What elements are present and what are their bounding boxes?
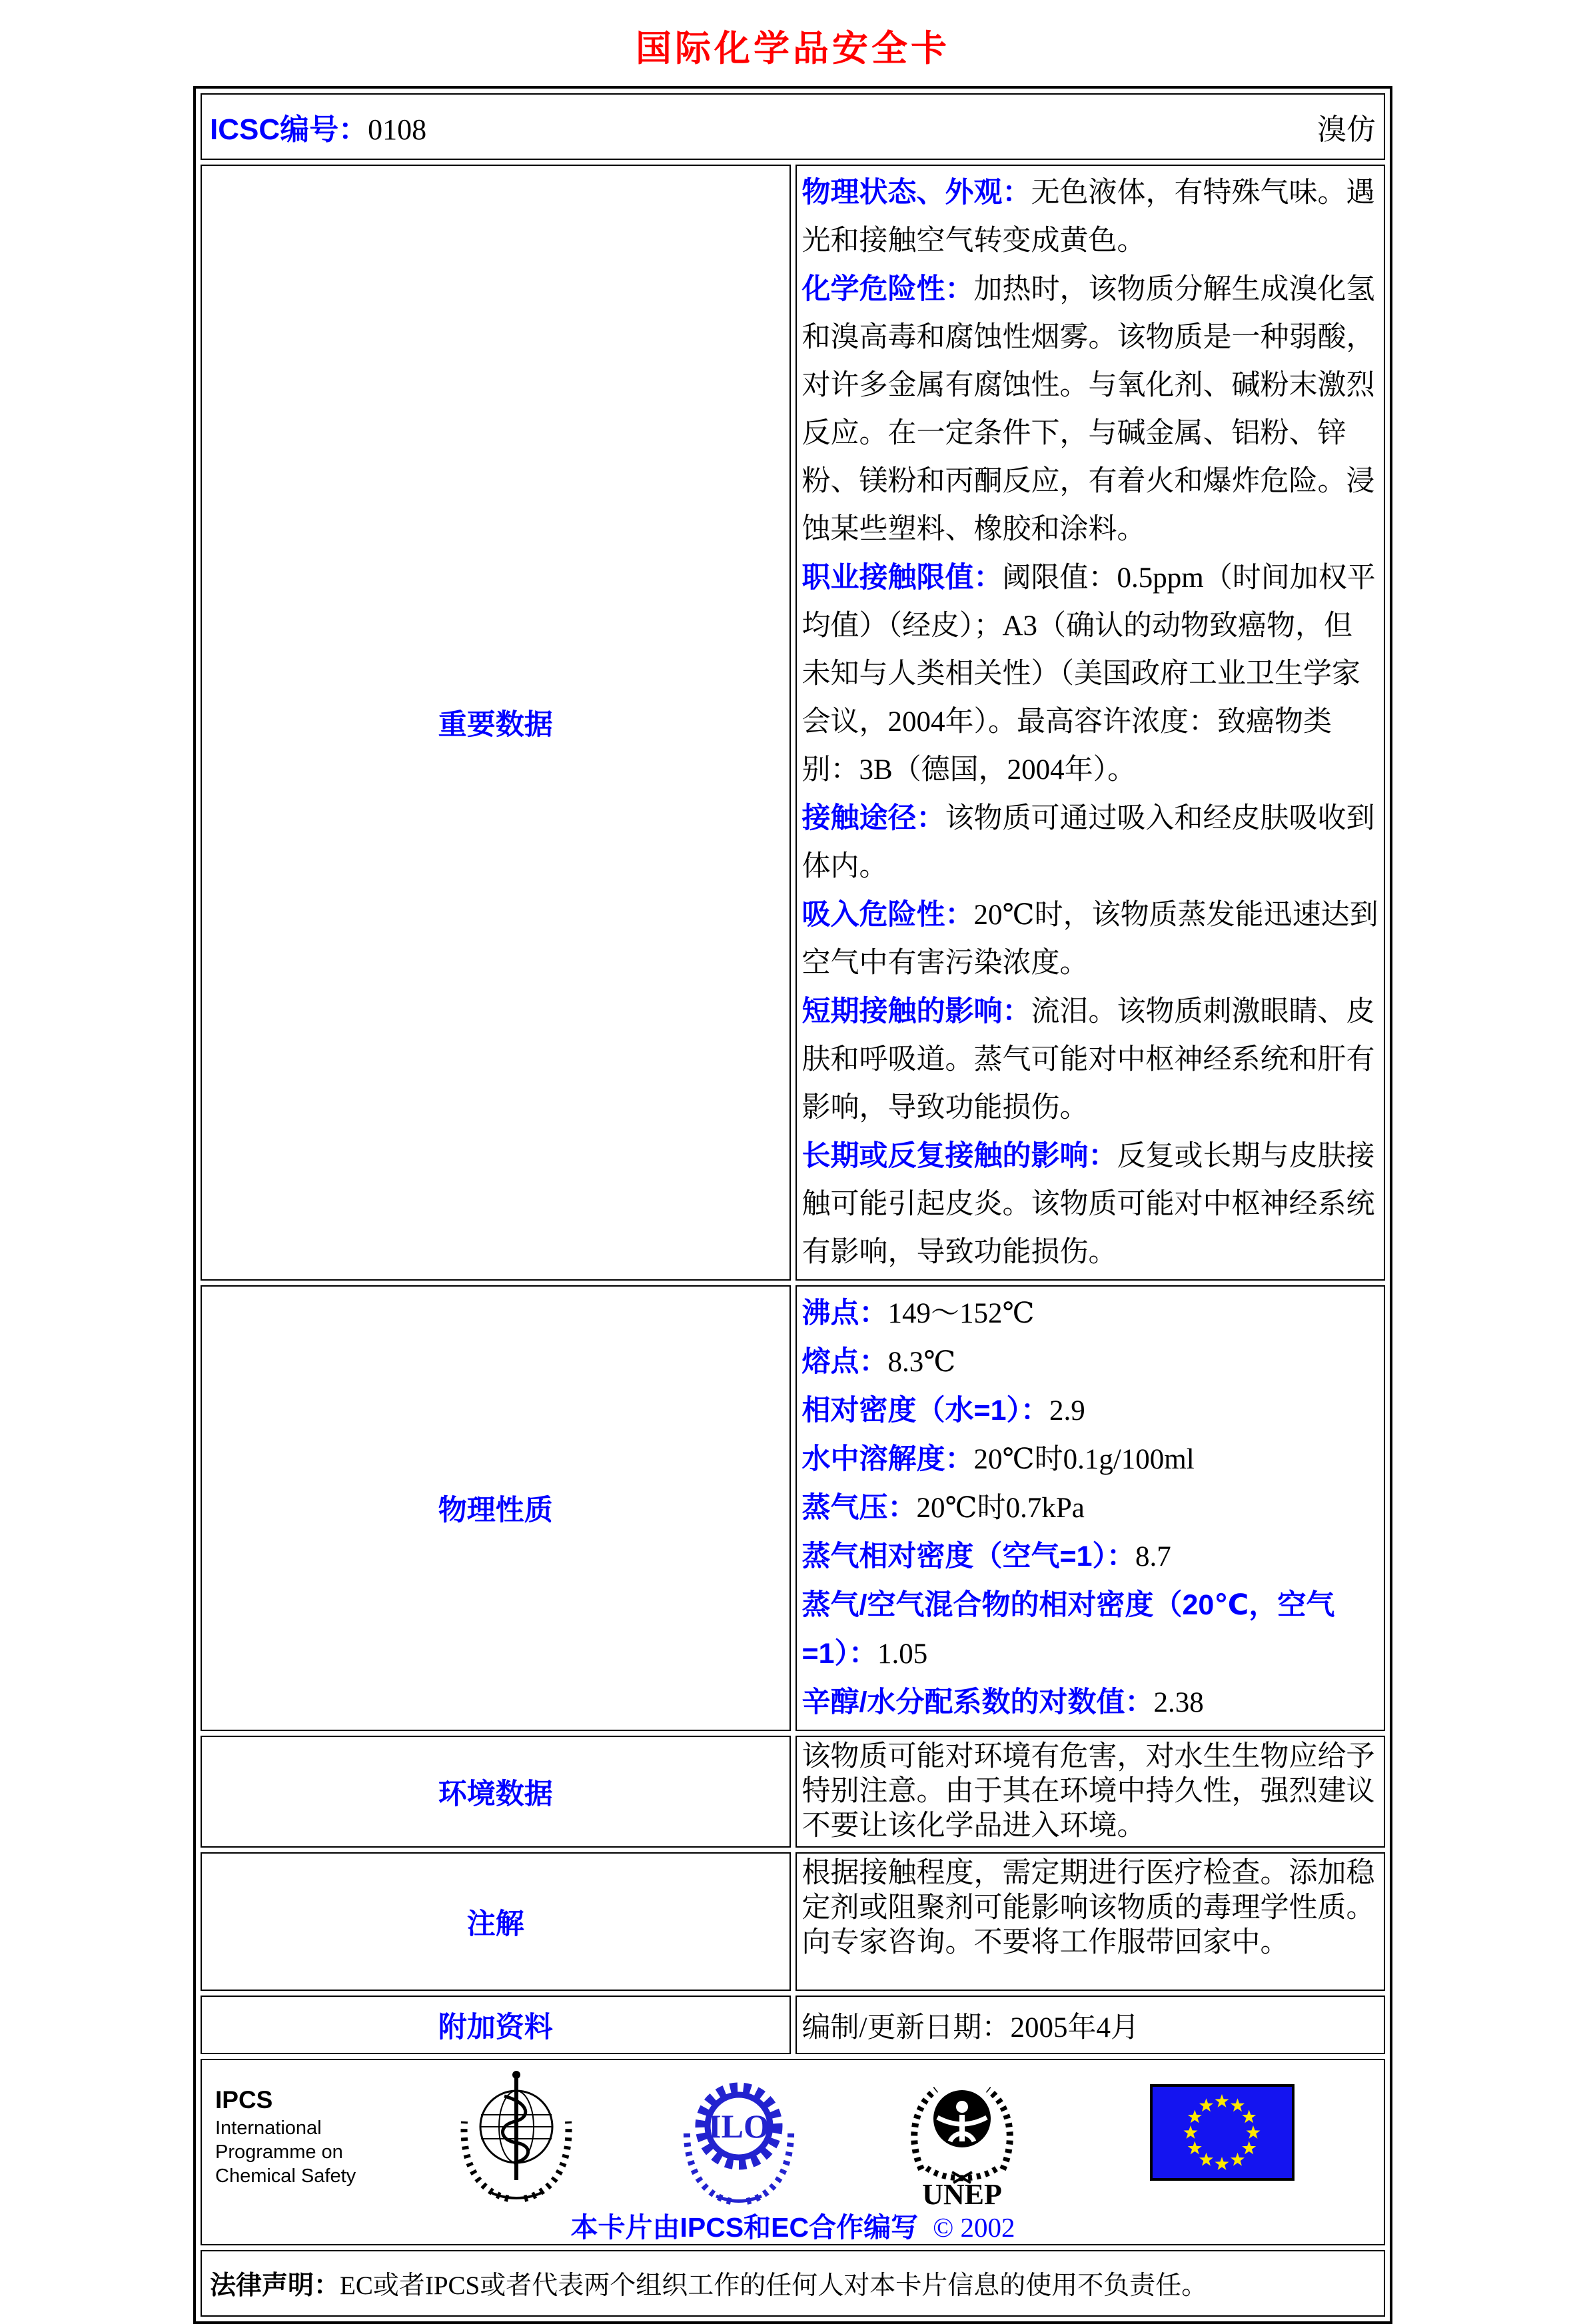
- field-label: 化学危险性：: [801, 273, 974, 305]
- unep-letters: UNEP: [922, 2178, 1002, 2208]
- ipcs-text-block: [215, 2084, 356, 2188]
- field-label: 职业接触限值：: [801, 562, 1003, 594]
- property-vapor-density: [802, 1532, 1379, 1581]
- field-text: 20℃时，该物质蒸发能迅速达到空气中有害污染浓度。: [801, 899, 1378, 979]
- paragraph-exposure-limits: [802, 554, 1379, 794]
- field-text: 流泪。该物质刺激眼睛、皮肤和呼吸道。蒸气可能对中枢神经系统和肝有影响，导致功能损伤。: [801, 996, 1375, 1123]
- property-melting-point: [802, 1338, 1379, 1387]
- field-text: 无色液体，有特殊气味。遇光和接触空气转变成黄色。: [801, 177, 1375, 257]
- important-data-row: [201, 165, 1385, 1281]
- cooperation-caption: [202, 2205, 1384, 2245]
- field-text: 8.3℃: [887, 1347, 956, 1378]
- additional-info-row: [201, 1996, 1385, 2054]
- field-text: 1.05: [877, 1638, 928, 1670]
- legal-label: 法律声明：: [210, 2271, 340, 2300]
- field-text: 阈限值：0.5ppm（时间加权平均值）（经皮）；A3（确认的动物致癌物，但未知与人类相关性）（美国政府工业卫生学家会议，2004年）。最高容许浓度：致癌物类别：3B（德国，2004年）。: [801, 562, 1376, 786]
- notes-content: [795, 1852, 1386, 1991]
- logos-cell: [201, 2059, 1385, 2245]
- legal-row: [201, 2250, 1385, 2317]
- field-label: 长期或反复接触的影响：: [801, 1140, 1117, 1172]
- eu-flag-icon: [1150, 2084, 1295, 2181]
- caption-text: 本卡片由IPCS和EC合作编写: [570, 2212, 919, 2243]
- additional-info-label: 附加资料: [201, 1996, 791, 2054]
- paragraph-long-term-effects: [802, 1132, 1379, 1277]
- field-label: 相对密度（水=1）：: [801, 1395, 1050, 1427]
- important-data-content: [795, 165, 1386, 1281]
- field-text: 2.38: [1153, 1687, 1204, 1718]
- physical-properties-row: [201, 1285, 1385, 1731]
- field-label: 短期接触的影响：: [801, 995, 1031, 1027]
- field-text: 20℃时0.1g/100ml: [973, 1444, 1195, 1475]
- paragraph-short-term-effects: [802, 987, 1379, 1132]
- ipcs-line3: Chemical Safety: [215, 2165, 356, 2187]
- field-text: 8.7: [1135, 1541, 1171, 1572]
- field-label: 物理状态、外观：: [801, 177, 1031, 209]
- field-label: 辛醇/水分配系数的对数值：: [801, 1686, 1154, 1718]
- icsc-number-value: 0108: [368, 113, 427, 146]
- paragraph-inhalation-risk: [802, 891, 1379, 987]
- additional-info-content: 编制/更新日期：2005年4月: [795, 1996, 1386, 2054]
- ipcs-acronym: IPCS: [215, 2086, 273, 2113]
- field-text: 反复或长期与皮肤接触可能引起皮炎。该物质可能对中枢神经系统有影响，导致功能损伤。: [801, 1141, 1375, 1268]
- paragraph-physical-state: [802, 169, 1379, 265]
- icsc-header-row: [201, 93, 1385, 160]
- chemical-name: 溴仿: [1317, 113, 1376, 146]
- field-label: 接触途径：: [801, 802, 945, 834]
- field-text: 20℃时0.7kPa: [916, 1492, 1085, 1524]
- notes-row: [201, 1852, 1385, 1991]
- environmental-data-row: [201, 1736, 1385, 1848]
- logos-row: [201, 2059, 1385, 2245]
- field-text: 149～152℃: [887, 1298, 1035, 1329]
- paragraph-exposure-routes: [802, 794, 1379, 891]
- legal-cell: [201, 2250, 1385, 2317]
- ipcs-line1: International: [215, 2117, 322, 2139]
- property-vapor-air-density: [802, 1581, 1379, 1678]
- legal-text: EC或者IPCS或者代表两个组织工作的任何人对本卡片信息的使用不负责任。: [340, 2271, 1208, 2300]
- icsc-header-cell: [201, 93, 1385, 160]
- environmental-data-text: 该物质可能对环境有危害，对水生生物应给予特别注意。由于其在环境中持久性，强烈建议不要让该化学品进入环境。: [801, 1741, 1375, 1842]
- page-title: 国际化学品安全卡: [636, 29, 950, 69]
- property-vapor-pressure: [802, 1484, 1379, 1532]
- who-logo-icon: [450, 2068, 583, 2205]
- ilo-letters: ILO: [708, 2107, 770, 2145]
- ilo-logo-icon: [668, 2069, 809, 2206]
- icsc-card-table: [193, 86, 1392, 2324]
- notes-label: 注解: [201, 1852, 791, 1991]
- notes-text: 根据接触程度，需定期进行医疗检查。添加稳定剂或阻聚剂可能影响该物质的毒理学性质。向专家咨询。不要将工作服带回家中。: [801, 1858, 1375, 1958]
- icsc-number-label: ICSC编号：: [210, 113, 368, 146]
- field-label: 蒸气/空气混合物的相对密度（20℃，空气=1）：: [801, 1589, 1335, 1670]
- unep-logo-icon: [899, 2068, 1025, 2208]
- field-text: 加热时，该物质分解生成溴化氢和溴高毒和腐蚀性烟雾。该物质是一种弱酸，对许多金属有腐蚀性。与氧化剂、碱粉末激烈反应。在一定条件下，与碱金属、铝粉、锌粉、镁粉和丙酮反应，有着火和爆炸危险。浸蚀某些塑料、橡胶和涂料。: [801, 274, 1375, 545]
- field-text: 2.9: [1049, 1395, 1085, 1427]
- field-label: 沸点：: [801, 1297, 888, 1329]
- ipcs-line2: Programme on: [215, 2141, 343, 2163]
- field-label: 水中溶解度：: [801, 1443, 974, 1475]
- field-label: 吸入危险性：: [801, 899, 974, 931]
- important-data-label: 重要数据: [201, 165, 791, 1281]
- field-text: 该物质可通过吸入和经皮肤吸收到体内。: [801, 803, 1375, 882]
- environmental-data-content: [795, 1736, 1386, 1848]
- physical-properties-label: 物理性质: [201, 1285, 791, 1731]
- property-water-solubility: [802, 1435, 1379, 1484]
- field-label: 蒸气压：: [801, 1492, 917, 1524]
- property-octanol-water: [802, 1678, 1379, 1727]
- copyright-text: © 2002: [933, 2212, 1015, 2243]
- environmental-data-label: 环境数据: [201, 1736, 791, 1848]
- icsc-number-group: [210, 105, 426, 148]
- field-label: 蒸气相对密度（空气=1）：: [801, 1540, 1136, 1572]
- field-label: 熔点：: [801, 1346, 888, 1378]
- paragraph-chemical-danger: [802, 265, 1379, 554]
- property-relative-density: [802, 1387, 1379, 1435]
- physical-properties-content: [795, 1285, 1386, 1731]
- property-boiling-point: [802, 1289, 1379, 1338]
